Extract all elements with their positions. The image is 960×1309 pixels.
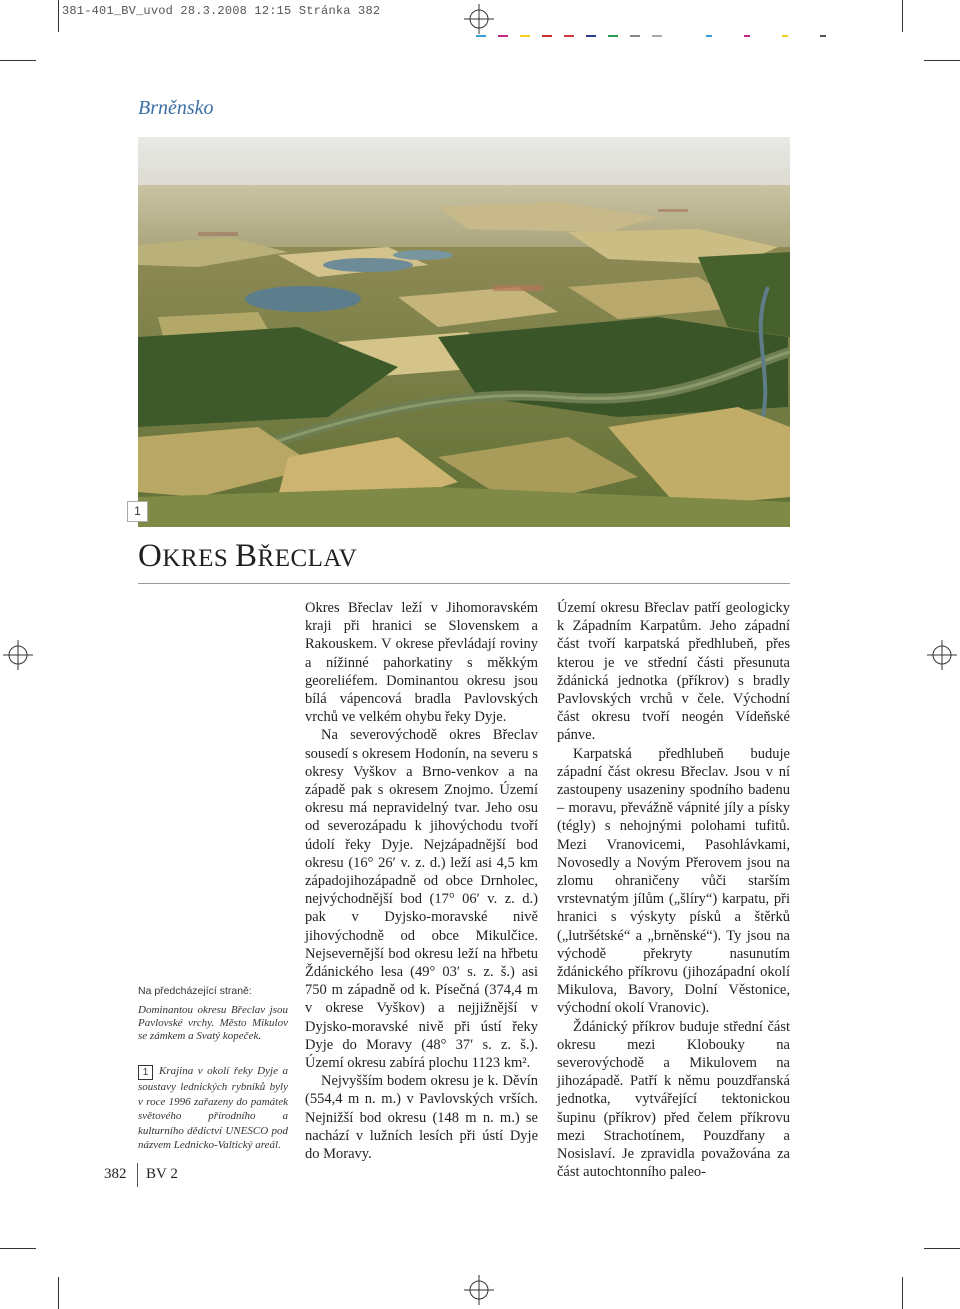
registration-mark-icon: [927, 640, 957, 670]
text-column-1: [305, 599, 538, 1163]
title-smallcaps: ŘECLAV: [257, 545, 358, 572]
title-initial: O: [138, 538, 163, 574]
crop-mark: [58, 0, 59, 32]
paragraph: Karpatská předhlubeň buduje západní část okresu Břeclav. Jsou v ní zastoupeny usazeniny spodního badenu – moravu, převážně vápnité jíly a písky (tégly) s nehojnými polohami tufitů. Mezi Vranovicemi, Pasohlávkami, Novosedly a Novým Přerovem jsou na zlomu ohraničeny vůči starším vrstevnatým jílům („šlíry“) karpatu, při hranici s výskyty písků a štěrků („lutršétské“ a „brněnské“). Ty jsou na východě překryty nasunutím ždánického příkrovu (jihozápadní okolí Mikulova, Bavory, Dolní Věstonice, východní okolí Vranovic).: [557, 745, 790, 1017]
paragraph: Nejvyšším bodem okresu je k. Děvín (554,4 m n. m.) v Pavlovských vrších. Nejnižší bod okresu (148 m n. m.) se nachází v lužních lesích při ústí Dyje do Moravy.: [305, 1073, 538, 1163]
crop-mark: [902, 0, 903, 32]
title-initial: B: [235, 538, 258, 574]
paragraph: Ždánický příkrov buduje střední část okresu mezi Klobouky na severovýchodě a Mikulovem na jihozápadě. Patří k němu pouzdřanská jednotka, vytvářející tektonickou šupinu (příkrov) před čelem příkrovu mezi Strachotínem, Pouzdřany a Nosislaví. Je zpravidla považována za část autochtonního paleo-: [557, 1018, 790, 1181]
figure-caption-number: 1: [138, 1065, 153, 1080]
folio-label: BV 2: [146, 1166, 178, 1182]
paragraph: Na severovýchodě okres Břeclav sousedí s okresem Hodonín, na severu s okresy Vyškov a Brno-venkov a na západě pak s okresem Znojmo. Území okresu má nepravidelný tvar. Jeho osu od severozápadu k jihovýchodu tvoří údolí řeky Dyje. Nejzápadnější bod okresu (16° 26′ v. z. d.) leží asi 4,5 km západojihozápadně od obce Drnholec, nejvýchodnější bod (17° 06′ v. z. d.) pak v Dyjsko-moravské nivě jihovýchodně od obce Mikulčice. Nejsevernější bod okresu leží na hřbetu Ždánického lesa (49° 03′ s. z. š.) asi 750 m západně od k. Písečná (374,4 m v okrese Vyškov) a nejjižnější v Dyjsko-moravské nivě při ústí řeky Dyje do Moravy (48° 37′ s. z. š.). Území okresu zabírá plochu 1123 km².: [305, 727, 538, 1072]
crop-mark: [902, 1277, 903, 1309]
crop-mark: [0, 60, 36, 61]
figure-caption-text: Krajina v okolí řeky Dyje a soustavy lednických rybníků byly v roce 1996 zařazeny do památek světového přírodního a kulturního dědictví UNESCO pod názvem Lednicko-Valtický areál.: [138, 1065, 288, 1151]
title-rule: [138, 583, 790, 584]
paragraph: Okres Břeclav leží v Jihomoravském kraji při hranici se Slovenskem a Rakouskem. V okrese převládají roviny a nížinné pahorkatiny s měkkým georeliéfem. Dominantou okresu jsou bílá vápencová bradla Pavlovských vrchů ve velkém ohybu řeky Dyje.: [305, 600, 538, 726]
previous-page-caption: Dominantou okresu Břeclav jsou Pavlovské vrchy. Město Mikulov se zámkem a Svatý kopeček.: [138, 1004, 288, 1042]
figure-number-badge: 1: [127, 501, 148, 522]
previous-page-caption-heading: Na předcházející straně:: [138, 985, 252, 997]
running-head: Brněnsko: [138, 97, 214, 119]
registration-mark-icon: [464, 4, 494, 34]
figure-caption: [138, 1064, 288, 1153]
registration-mark-icon: [464, 1275, 494, 1305]
paragraph: Území okresu Břeclav patří geologicky k Západním Karpatům. Jeho západní část tvoří karpatská předhlubeň, přes kterou je ve střední části přesunuta ždánická jednotka (příkrov) s bradly Pavlovských vrchů v čele. Východní část okresu tvoří neogén Vídeňské pánve.: [557, 600, 790, 744]
printer-slug: 381-401_BV_uvod 28.3.2008 12:15 Stránka 382: [62, 4, 381, 18]
crop-mark: [0, 1248, 36, 1249]
crop-mark: [58, 1277, 59, 1309]
color-control-bar: [476, 34, 836, 40]
crop-mark: [924, 1248, 960, 1249]
text-column-2: [557, 599, 790, 1182]
section-title: [138, 538, 357, 575]
aerial-landscape-photo: [138, 137, 790, 527]
crop-mark: [924, 60, 960, 61]
registration-mark-icon: [3, 640, 33, 670]
title-smallcaps: KRES: [162, 545, 235, 572]
page-number: 382: [104, 1166, 127, 1182]
folio-separator: [137, 1163, 138, 1187]
